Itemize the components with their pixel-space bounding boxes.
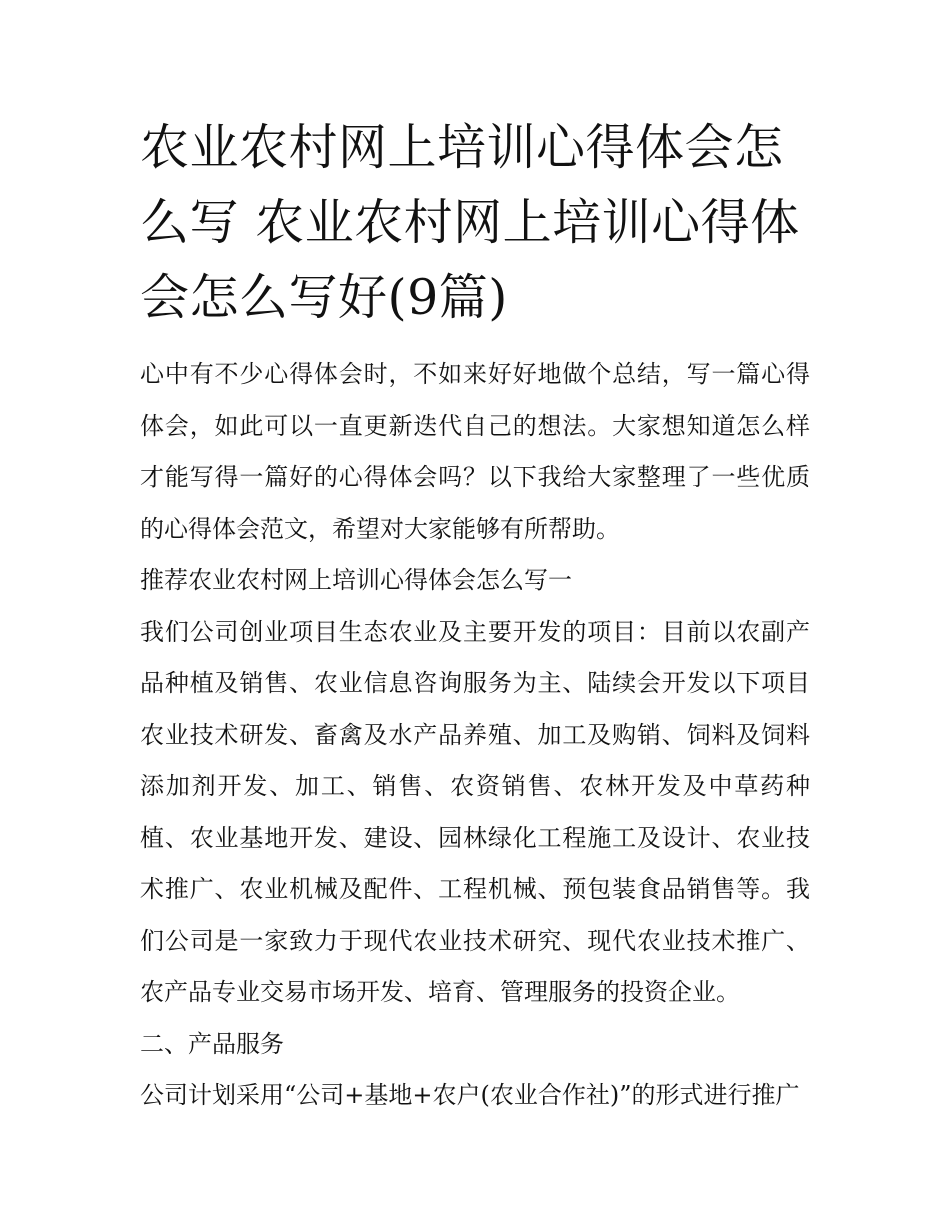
body-paragraph: 我们公司创业项目生态农业及主要开发的项目：目前以农副产品种植及销售、农业信息咨询服务为主、陆续会开发以下项目农业技术研发、畜禽及水产品养殖、加工及购销、饲料及饲料添加剂开发、加工、销售、农资销售、农林开发及中草药种植、农业基地开发、建设、园林绿化工程施工及设计、农业技术推广、农业机械及配件、工程机械、预包装食品销售等。我们公司是一家致力于现代农业技术研究、现代农业技术推广、农产品专业交易市场开发、培育、管理服务的投资企业。 xyxy=(140,617,810,1006)
intro-paragraph: 心中有不少心得体会时，不如来好好地做个总结，写一篇心得体会，如此可以一直更新迭代自己的想法。大家想知道怎么样才能写得一篇好的心得体会吗？以下我给大家整理了一些优质的心得体会范文，希望对大家能够有所帮助。 xyxy=(140,360,810,543)
last-paragraph: 公司计划采用“公司+基地+农户(农业合作社)”的形式进行推广 xyxy=(140,1081,800,1109)
document-page xyxy=(140,110,810,1122)
section-heading: 推荐农业农村网上培训心得体会怎么写一 xyxy=(140,566,572,594)
document-title: 农业农村网上培训心得体会怎么写 农业农村网上培训心得体会怎么写好(9篇) xyxy=(140,119,800,326)
subheading: 二、产品服务 xyxy=(140,1029,284,1058)
